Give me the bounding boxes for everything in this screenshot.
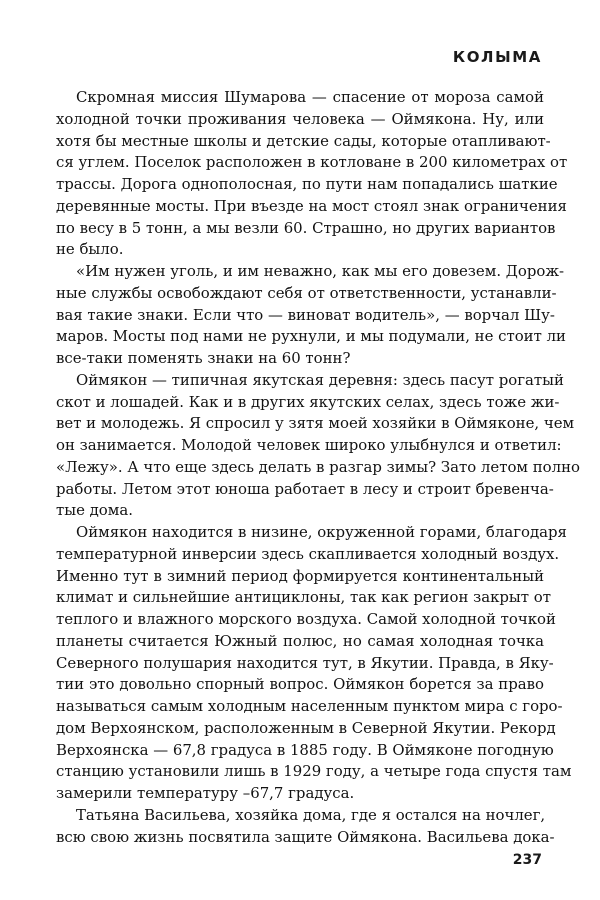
text-line: Северного полушария находится тут, в Якутии. Правда, в Яку- — [56, 653, 554, 672]
text-line: трассы. Дорога однополосная, по пути нам попадались шаткие — [56, 175, 558, 193]
text-line: Скромная миссия Шумарова — спасение от мороза самой — [76, 88, 544, 106]
text-line: он занимается. Молодой человек широко улыбнулся и ответил: — [56, 436, 562, 454]
text-line: планеты считается Южный полюс, но самая холодная точка — [56, 631, 544, 650]
text-line: по весу в 5 тонн, а мы везли 60. Страшно, но других вариантов — [56, 218, 556, 237]
text-line: Оймякон находится в низине, окруженной горами, благодаря — [76, 523, 567, 541]
text-line: теплого и влажного морского воздуха. Самой холодной точкой — [56, 610, 556, 628]
text-line: температурной инверсии здесь скапливается холодный воздух. — [56, 544, 560, 563]
text-line: Оймякон — типичная якутская деревня: здесь пасут рогатый — [76, 370, 564, 389]
text-line: маров. Мосты под нами не рухнули, и мы подумали, не стоит ли — [56, 327, 566, 346]
text-line: тые дома. — [56, 501, 133, 520]
text-line: Верхоянска — 67,8 градуса в 1885 году. В Оймяконе погодную — [56, 740, 554, 759]
text-line: называться самым холодным населенным пунктом мира с горо- — [56, 697, 563, 715]
text-line: «Им нужен уголь, и им неважно, как мы его довезем. Дорож- — [76, 262, 565, 280]
text-line: не было. — [56, 240, 124, 259]
text-line: Татьяна Васильева, хозяйка дома, где я остался на ночлег, — [76, 805, 546, 824]
text-line: вет и молодежь. Я спросил у зятя моей хозяйки в Оймяконе, чем — [56, 414, 575, 433]
paragraph-2 — [56, 261, 566, 370]
paragraph-4 — [56, 522, 572, 805]
text-line: замерили температуру –67,7 градуса. — [56, 784, 355, 802]
text-line: все-таки поменять знаки на 60 тонн? — [56, 349, 351, 367]
text-line: хотя бы местные школы и детские сады, которые отапливают- — [56, 131, 551, 150]
text-line: дом Верхоянском, расположенным в Северной Якутии. Рекорд — [56, 718, 556, 737]
text-line: ные службы освобождают себя от ответственности, устанавли- — [56, 283, 557, 302]
text-line: деревянные мосты. При въезде на мост стоял знак ограничения — [56, 196, 567, 215]
running-head: КОЛЫМА — [452, 48, 542, 66]
text-line: Именно тут в зимний период формируется континентальный — [56, 566, 544, 585]
text-line: «Лежу». А что еще здесь делать в разгар зимы? Зато летом полно — [56, 457, 580, 476]
text-line: климат и сильнейшие антициклоны, так как регион закрыт от — [56, 588, 551, 607]
text-line: скот и лошадей. Как и в других якутских селах, здесь тоже жи- — [56, 392, 560, 411]
text-line: холодной точки проживания человека — Оймякона. Ну, или — [56, 109, 544, 128]
text-line: станцию установили лишь в 1929 году, а четыре года спустя там — [56, 762, 572, 781]
text-line: тии это довольно спорный вопрос. Оймякон борется за право — [56, 675, 544, 694]
text-line: работы. Летом этот юноша работает в лесу и строит бревенча- — [56, 479, 554, 498]
text-line: вая такие знаки. Если что — виноват водитель», — ворчал Шу- — [56, 305, 555, 324]
text-line: ся углем. Поселок расположен в котловане в 200 километрах от — [56, 153, 568, 172]
body-text — [56, 87, 580, 848]
paragraph-3 — [56, 370, 580, 522]
paragraph-1 — [56, 87, 568, 261]
page-number: 237 — [512, 852, 542, 868]
paragraph-5 — [56, 805, 555, 849]
text-line: всю свою жизнь посвятила защите Оймякона. Васильева дока- — [56, 827, 555, 846]
